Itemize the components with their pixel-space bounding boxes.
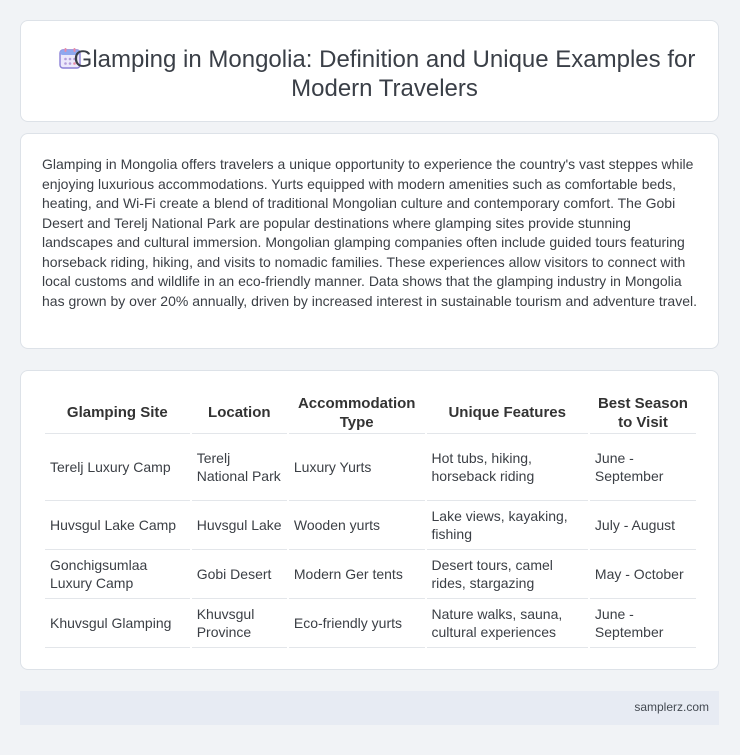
- header-unique-features: Unique Features: [427, 392, 588, 434]
- cell-season: June - September: [590, 599, 696, 648]
- cell-site: Gonchigsumlaa Luxury Camp: [45, 550, 190, 599]
- intro-card: [20, 133, 719, 349]
- page-title: Glamping in Mongolia: Definition and Unique Examples for Modern Travelers: [73, 46, 696, 102]
- cell-features: Nature walks, sauna, cultural experiences: [427, 599, 588, 648]
- table-row: [45, 434, 696, 501]
- cell-location: Terelj National Park: [192, 434, 287, 501]
- table-header-row: [45, 392, 696, 434]
- footer: [20, 691, 719, 725]
- header-best-season: Best Season to Visit: [590, 392, 696, 434]
- cell-features: Hot tubs, hiking, horseback riding: [427, 434, 588, 501]
- cell-season: June - September: [590, 434, 696, 501]
- cell-season: July - August: [590, 501, 696, 550]
- cell-features: Desert tours, camel rides, stargazing: [427, 550, 588, 599]
- cell-accommodation: Modern Ger tents: [289, 550, 425, 599]
- cell-features: Lake views, kayaking, fishing: [427, 501, 588, 550]
- cell-accommodation: Wooden yurts: [289, 501, 425, 550]
- footer-site-link[interactable]: samplerz.com: [634, 700, 709, 714]
- cell-season: May - October: [590, 550, 696, 599]
- cell-accommodation: Luxury Yurts: [289, 434, 425, 501]
- header-accommodation-type: Accommodation Type: [289, 392, 425, 434]
- cell-location: Khuvsgul Province: [192, 599, 287, 648]
- intro-paragraph: Glamping in Mongolia offers travelers a unique opportunity to experience the country's vast steppes while enjoying luxurious accommodations. Yurts equipped with modern amenities such as comfortable beds, heating, and Wi-Fi create a blend of traditional Mongolian culture and contemporary comfort. The Gobi Desert and Terelj National Park are popular destinations where glamping sites provide stunning landscapes and cultural immersion. Mongolian glamping companies often include guided tours featuring horseback riding, hiking, and visits to nomadic families. These experiences allow visitors to connect with local customs and wildlife in an eco-friendly manner. Data shows that the glamping industry in Mongolia has grown by over 20% annually, driven by increased interest in sustainable tourism and adventure travel.: [42, 156, 697, 309]
- table-row: [45, 501, 696, 550]
- cell-location: Gobi Desert: [192, 550, 287, 599]
- title-card: [20, 20, 719, 122]
- cell-accommodation: Eco-friendly yurts: [289, 599, 425, 648]
- cell-site: Terelj Luxury Camp: [45, 434, 190, 501]
- header-location: Location: [192, 392, 287, 434]
- glamping-table: [43, 392, 698, 648]
- cell-site: Khuvsgul Glamping: [45, 599, 190, 648]
- header-glamping-site: Glamping Site: [45, 392, 190, 434]
- cell-location: Huvsgul Lake: [192, 501, 287, 550]
- table-row: [45, 599, 696, 648]
- cell-site: Huvsgul Lake Camp: [45, 501, 190, 550]
- table-card: [20, 370, 719, 670]
- table-row: [45, 550, 696, 599]
